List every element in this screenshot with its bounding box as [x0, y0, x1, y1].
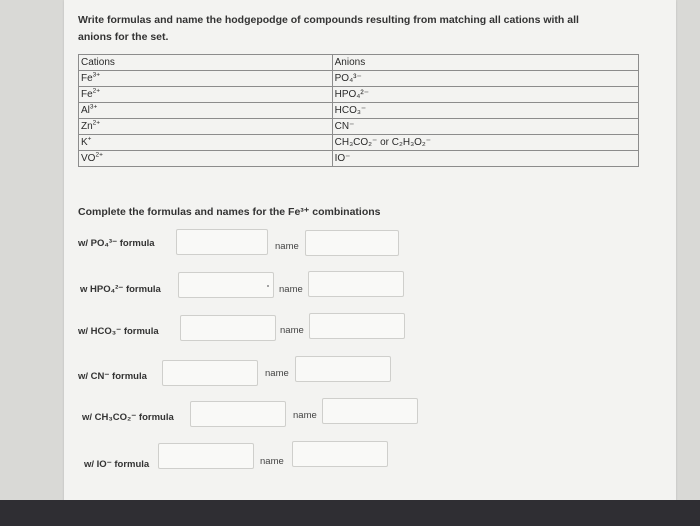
cation-cell: $VO^{2+}$	[79, 151, 333, 167]
cn-name-label: name	[265, 368, 289, 379]
hco3-name-input[interactable]	[309, 313, 405, 339]
hpo4-formula-input[interactable]	[178, 272, 274, 298]
hpo4-name-label: name	[279, 284, 303, 295]
ions-table	[78, 54, 639, 167]
table-row	[79, 151, 639, 167]
hco3-name-label: name	[280, 325, 304, 336]
cn-formula-label: w/ CN⁻ formula	[78, 371, 147, 382]
hco3-formula-input[interactable]	[180, 315, 276, 341]
cation-cell: $Zn^{2+}$	[79, 119, 333, 135]
anion-cell: CH₃CO₂⁻ or C₂H₃O₂⁻	[332, 135, 638, 151]
anion-cell: IO⁻	[332, 151, 638, 167]
bottom-bezel	[0, 500, 700, 526]
table-header-row	[79, 55, 639, 71]
io-name-input[interactable]	[292, 441, 388, 467]
table-row	[79, 119, 639, 135]
cation-cell: $Al^{3+}$	[79, 103, 333, 119]
ch3co2-name-input[interactable]	[322, 398, 418, 424]
anion-cell: CN⁻	[332, 119, 638, 135]
fe3-combinations-prompt: Complete the formulas and names for the Fe³⁺ combinations	[78, 206, 381, 218]
cations-header: Cations	[79, 55, 333, 71]
anion-cell: HPO₄²⁻	[332, 87, 638, 103]
cation-cell: $Fe^{3+}$	[79, 71, 333, 87]
cn-name-input[interactable]	[295, 356, 391, 382]
ch3co2-name-label: name	[293, 410, 317, 421]
cation-cell: K+	[79, 135, 333, 151]
instructions-text: Write formulas and name the hodgepodge of compounds resulting from matching all cations with all anions for the set.	[78, 14, 579, 43]
anion-cell: HCO₃⁻	[332, 103, 638, 119]
hpo4-formula-label: w HPO₄²⁻ formula	[80, 284, 161, 295]
po4-formula-label: w/ PO₄³⁻ formula	[78, 238, 155, 249]
cation-cell: $Fe^{2+}$	[79, 87, 333, 103]
ch3co2-formula-label: w/ CH₃CO₂⁻ formula	[82, 412, 174, 423]
table-row	[79, 71, 639, 87]
anions-header: Anions	[332, 55, 638, 71]
hco3-formula-label: w/ HCO₃⁻ formula	[78, 326, 159, 337]
po4-formula-input[interactable]	[176, 229, 268, 255]
hpo4-name-input[interactable]	[308, 271, 404, 297]
io-name-label: name	[260, 456, 284, 467]
table-row	[79, 87, 639, 103]
ch3co2-formula-input[interactable]	[190, 401, 286, 427]
worksheet	[64, 0, 676, 504]
po4-name-label: name	[275, 241, 299, 252]
io-formula-label: w/ IO⁻ formula	[84, 459, 150, 470]
table-row	[79, 135, 639, 151]
anion-cell: PO₄³⁻	[332, 71, 638, 87]
po4-name-input[interactable]	[305, 230, 399, 256]
table-row	[79, 103, 639, 119]
io-formula-input[interactable]	[158, 443, 254, 469]
cn-formula-input[interactable]	[162, 360, 258, 386]
stray-dot	[267, 285, 269, 287]
